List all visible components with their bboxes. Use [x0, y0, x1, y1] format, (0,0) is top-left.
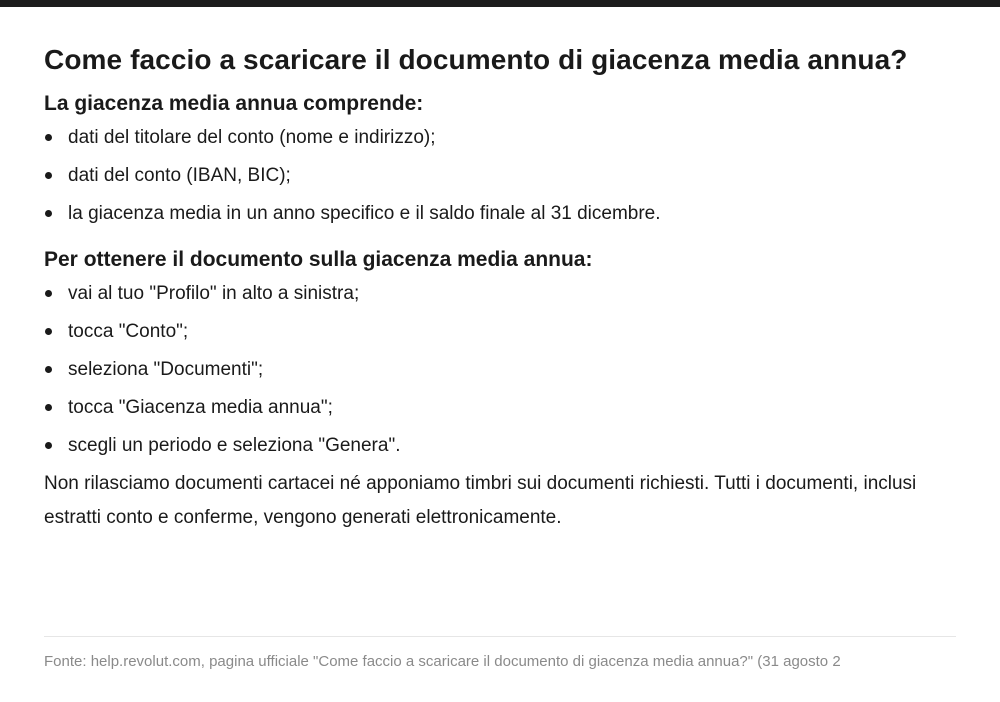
source-citation: Fonte: help.revolut.com, pagina ufficiale "Come faccio a scaricare il documento di giacenza media annua?" (31 agosto 2: [44, 653, 841, 670]
section-heading-steps: Per ottenere il documento sulla giacenza media annua:: [44, 248, 593, 271]
note-paragraph: Non rilasciamo documenti cartacei né apponiamo timbri sui documenti richiesti. Tutti i documenti, inclusi estratti conto e conferme, vengono generati elettronicamente.: [44, 473, 917, 528]
bullet-icon: [45, 366, 52, 373]
bullet-icon: [45, 290, 52, 297]
list-item: dati del titolare del conto (nome e indirizzo);: [44, 119, 974, 157]
steps-list: [44, 275, 974, 465]
bullet-icon: [45, 210, 52, 217]
article: [44, 40, 974, 535]
contents-list: [44, 119, 974, 233]
bullet-icon: [45, 172, 52, 179]
list-item: vai al tuo "Profilo" in alto a sinistra;: [44, 275, 974, 313]
list-item: dati del conto (IBAN, BIC);: [44, 157, 974, 195]
bullet-icon: [45, 134, 52, 141]
top-bar: [0, 0, 1000, 7]
list-item: la giacenza media in un anno specifico e il saldo finale al 31 dicembre.: [44, 195, 974, 233]
bullet-icon: [45, 404, 52, 411]
page-title: Come faccio a scaricare il documento di giacenza media annua?: [44, 44, 908, 75]
list-item: tocca "Conto";: [44, 313, 974, 351]
divider: [44, 636, 956, 637]
bullet-icon: [45, 328, 52, 335]
section-heading-contents: La giacenza media annua comprende:: [44, 92, 424, 115]
list-item: scegli un periodo e seleziona "Genera".: [44, 427, 974, 465]
list-item: tocca "Giacenza media annua";: [44, 389, 974, 427]
bullet-icon: [45, 442, 52, 449]
list-item: seleziona "Documenti";: [44, 351, 974, 389]
